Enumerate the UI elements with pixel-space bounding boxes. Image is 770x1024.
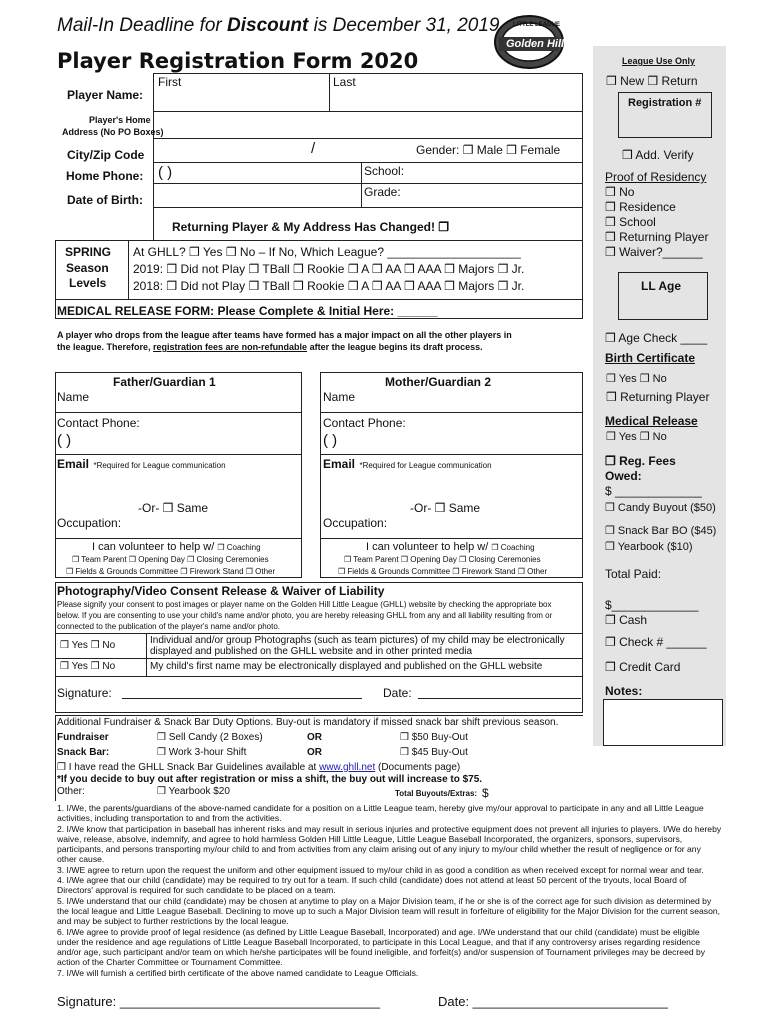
- season-2018-row[interactable]: 2018: ❒ Did not Play ❒ TBall ❒ Rookie ❒ A ❒ AA ❒ AAA ❒ Majors ❒ Jr.: [133, 279, 525, 293]
- spring-label-1: SPRING: [65, 245, 112, 259]
- legal-item-6: 6. I/We agree to provide proof of legal residence (as defined by Little League Baseball, Incorporated) and age. I/We understand that our child (candidate) must be eligible under the residence and age regulations of Little League Baseball Incorporated, to participate in this Local League, and that if any controversy arises regarding residence and/or age, such participant and/or team on which he/she participates will be found ineligible, and forfeit(s) and/or suspension of Tournament privileges may be decreed by action of the Charter Committee or Tournament Committee.: [57, 926, 706, 968]
- age-check-checkbox[interactable]: ❒ Age Check ____: [605, 331, 708, 345]
- date-of-birth-field[interactable]: [155, 185, 358, 205]
- mother-volunteer-row-1[interactable]: I can volunteer to help w/ ❒ Coaching: [366, 541, 535, 553]
- add-verify-checkbox[interactable]: ❒ Add. Verify: [622, 148, 694, 162]
- medical-release-label: Medical Release: [605, 414, 698, 428]
- photo-consent-clause-1a: Individual and/or group Photographs (such as team pictures) of my child may be electronically: [150, 635, 565, 646]
- snack-buyout-checkbox[interactable]: ❒ $45 Buy-Out: [400, 747, 468, 758]
- snack-bar-side-checkbox[interactable]: ❒ Snack Bar BO ($45): [605, 525, 717, 537]
- fundraiser-or: OR: [307, 732, 322, 743]
- owed-label: Owed:: [605, 469, 642, 483]
- father-phone-field[interactable]: ( ): [57, 432, 72, 449]
- photo-consent-title: Photography/Video Consent Release & Waiver of Liability: [57, 584, 385, 598]
- legal-terms: [57, 803, 722, 978]
- returning-address-changed-checkbox[interactable]: Returning Player & My Address Has Changed! ❒: [172, 220, 450, 234]
- photo-consent-yes-no-1[interactable]: ❒ Yes ❒ No: [60, 640, 116, 651]
- spring-label-2: Season: [66, 261, 109, 275]
- city-zip-label: City/Zip Code: [67, 148, 145, 162]
- birth-yes-no-checkbox[interactable]: ❒ Yes ❒ No: [606, 373, 667, 385]
- father-email-field[interactable]: Email *Required for League communication: [57, 457, 226, 471]
- league-use-title: League Use Only: [622, 56, 696, 66]
- final-signature-field[interactable]: Signature: ____________________________________: [57, 994, 381, 1009]
- ll-age-label: LL Age: [641, 279, 682, 293]
- player-name-label: Player Name:: [67, 88, 144, 102]
- legal-item-3: 3. I/WE agree to return upon the request the uniform and other equipment issued to my/our child in as good a condition as when received except for normal wear and tear.: [57, 864, 704, 875]
- reg-fees-checkbox[interactable]: ❒ Reg. Fees: [605, 454, 676, 468]
- home-phone-label: Home Phone:: [66, 169, 144, 183]
- total-paid-label: Total Paid:: [605, 567, 662, 581]
- fundraiser-intro: Additional Fundraiser & Snack Bar Duty Options. Buy-out is mandatory if missed snack bar shift previous season.: [57, 717, 559, 728]
- last-label: Last: [333, 75, 356, 89]
- returning-player-checkbox[interactable]: ❒ Returning Player: [606, 390, 710, 404]
- total-buyouts-label: Total Buyouts/Extras:: [395, 789, 478, 798]
- mother-volunteer-row-3[interactable]: ❒ Fields & Grounds Committee ❒ Firework Stand ❒ Other: [338, 567, 548, 576]
- notes-box[interactable]: [603, 699, 723, 746]
- photo-consent-text-2: below. If you are consenting to use your child's name and/or photo, you are hereby releasing GHLL from any and all liability resulting from or: [57, 611, 553, 620]
- first-label: First: [158, 75, 182, 89]
- cash-checkbox[interactable]: ❒ Cash: [605, 613, 648, 627]
- yearbook-checkbox[interactable]: ❒ Yearbook $20: [157, 786, 230, 797]
- father-name-field[interactable]: Name: [57, 390, 90, 404]
- home-address-label-1: Player's Home: [89, 115, 151, 125]
- other-label: Other:: [57, 786, 85, 797]
- legal-item-2: 2. I/We know that participation in baseball has inherent risks and may result in serious injuries and protective equipment does not prevent all injuries to players. I/We do hereby waive, release, absolve, indemnify, and agree to hold harmless Golden Hill Little League, Little League Baseball Incorporated, the organizers, sponsors, supervisors, participants, and persons transporting my/our child to and from activities from any claim arising out of any injury to my/our child whether the result of negligence or for any other cause.: [57, 823, 722, 865]
- notes-label: Notes:: [605, 684, 643, 698]
- logo-top-text: LITTLE LEAGUE: [513, 22, 560, 28]
- father-volunteer-row-2[interactable]: ❒ Team Parent ❒ Opening Day ❒ Closing Ceremonies: [72, 555, 269, 564]
- photo-consent-text-3: connected to the publication of the player's name and/or photo.: [57, 622, 281, 631]
- photo-consent-clause-1b: displayed and published on the GHLL website and in other printed media: [150, 646, 473, 657]
- legal-item-7: 7. I/We will furnish a certified birth certificate of the above named candidate to League Officials.: [57, 967, 419, 978]
- mother-same-checkbox[interactable]: -Or- ❒ Same: [410, 501, 481, 515]
- city-zip-field[interactable]: [155, 140, 405, 160]
- check-number-checkbox[interactable]: ❒ Check # ______: [605, 635, 707, 649]
- sell-candy-checkbox[interactable]: ❒ Sell Candy (2 Boxes): [157, 732, 263, 743]
- at-ghll-row[interactable]: At GHLL? ❒ Yes ❒ No – If No, Which League? ____________________: [133, 245, 521, 259]
- league-logo: [493, 14, 565, 70]
- season-2019-row[interactable]: 2019: ❒ Did not Play ❒ TBall ❒ Rookie ❒ A ❒ AA ❒ AAA ❒ Majors ❒ Jr.: [133, 262, 525, 276]
- credit-card-checkbox[interactable]: ❒ Credit Card: [605, 660, 681, 674]
- form-title: Player Registration Form 2020: [57, 49, 419, 73]
- mother-guardian-title: Mother/Guardian 2: [385, 375, 492, 389]
- ghll-website-link[interactable]: www.ghll.net: [319, 762, 376, 773]
- father-occupation-field[interactable]: Occupation:: [57, 516, 122, 530]
- photo-signature-label: Signature:: [57, 686, 112, 700]
- new-return-checkbox[interactable]: ❒ New ❒ Return: [606, 74, 698, 88]
- father-contact-label: Contact Phone:: [57, 416, 140, 430]
- spring-label-3: Levels: [69, 276, 107, 290]
- fundraiser-label: Fundraiser: [57, 732, 109, 743]
- legal-item-4: 4. I/We agree that our child (candidate) may be required to try out for a team. If such child (candidate) does not attend at least 50 percent of the tryouts, local Board of Directors' approval is required for such candidate to be placed on a team.: [57, 875, 687, 896]
- snack-guidelines-checkbox[interactable]: ❒ I have read the GHLL Snack Bar Guidelines available at www.ghll.net (Documents page): [57, 762, 461, 773]
- last-name-field[interactable]: [331, 88, 580, 109]
- final-date-field[interactable]: Date: ___________________________: [438, 994, 668, 1009]
- owed-amount-field[interactable]: $ _____________: [605, 484, 702, 498]
- school-field[interactable]: School:: [364, 164, 405, 178]
- father-same-checkbox[interactable]: -Or- ❒ Same: [138, 501, 209, 515]
- mother-name-field[interactable]: Name: [323, 390, 356, 404]
- registration-number-label: Registration #: [628, 97, 702, 109]
- medical-yes-no-checkbox[interactable]: ❒ Yes ❒ No: [606, 431, 667, 443]
- photo-consent-text-1: Please signify your consent to post images or player name on the Golden Hill Little League (GHLL) website by checking the appropriate box: [57, 600, 552, 609]
- dropout-note-1: A player who drops from the league after teams have formed has a major impact on all the other players in: [57, 330, 512, 340]
- home-address-label-2: Address (No PO Boxes): [62, 127, 164, 137]
- snack-bar-label: Snack Bar:: [57, 747, 110, 758]
- city-zip-slash: /: [311, 140, 316, 157]
- yearbook-side-checkbox[interactable]: ❒ Yearbook ($10): [605, 541, 693, 553]
- work-shift-checkbox[interactable]: ❒ Work 3-hour Shift: [157, 747, 247, 758]
- photo-signature-line[interactable]: [122, 698, 362, 699]
- legal-item-1: 1. I/We, the parents/guardians of the above-named candidate for a position on a Little League team, hereby give my/our approval to participate in any and all Little League activities, including transportation to and from the activities.: [57, 803, 704, 824]
- logo-main-text: Golden Hill: [506, 38, 565, 50]
- mother-email-field[interactable]: Email *Required for League communication: [323, 457, 492, 471]
- first-name-field[interactable]: [155, 88, 327, 109]
- photo-consent-yes-no-2[interactable]: ❒ Yes ❒ No: [60, 661, 116, 672]
- buyout-warning: *If you decide to buy out after registration or miss a shift, the buy out will increase to $75.: [57, 774, 483, 785]
- mother-volunteer-row-2[interactable]: ❒ Team Parent ❒ Opening Day ❒ Closing Ceremonies: [344, 555, 541, 564]
- deadline-line: Mail-In Deadline for Discount is December 31, 2019: [57, 15, 500, 36]
- mother-phone-field[interactable]: ( ): [323, 432, 338, 449]
- waiver-checkbox[interactable]: ❒ Waiver?______: [605, 245, 703, 259]
- residency-returning-checkbox[interactable]: ❒ Returning Player: [605, 230, 709, 244]
- dropout-note-2: the league. Therefore, registration fees are non-refundable after the league begins its draft process.: [57, 342, 483, 352]
- father-guardian-title: Father/Guardian 1: [113, 375, 216, 389]
- candy-buyout-checkbox[interactable]: ❒ $50 Buy-Out: [400, 732, 468, 743]
- home-phone-field[interactable]: ( ): [158, 164, 173, 181]
- father-volunteer-row-1[interactable]: I can volunteer to help w/ ❒ Coaching: [92, 541, 261, 553]
- mother-occupation-field[interactable]: Occupation:: [323, 516, 388, 530]
- photo-date-line[interactable]: [418, 698, 581, 699]
- residency-school-checkbox[interactable]: ❒ School: [605, 215, 656, 229]
- home-address-field[interactable]: [155, 113, 580, 136]
- date-of-birth-label: Date of Birth:: [67, 193, 143, 207]
- birth-certificate-label: Birth Certificate: [605, 351, 696, 365]
- gender-field[interactable]: Gender: ❒ Male ❒ Female: [416, 143, 561, 157]
- photo-consent-clause-2: My child's first name may be electronically displayed and published on the GHLL website: [150, 661, 543, 672]
- snack-bar-or: OR: [307, 747, 322, 758]
- candy-buyout-side-checkbox[interactable]: ❒ Candy Buyout ($50): [605, 502, 716, 514]
- residency-no-checkbox[interactable]: ❒ No: [605, 185, 635, 199]
- total-paid-field[interactable]: $_____________: [605, 598, 699, 612]
- total-buyouts-field[interactable]: $: [482, 786, 489, 800]
- grade-field[interactable]: Grade:: [364, 185, 401, 199]
- medical-release-title: MEDICAL RELEASE FORM: Please Complete & Initial Here: ______: [57, 304, 438, 318]
- proof-residency-label: Proof of Residency: [605, 170, 707, 184]
- legal-item-5: 5. I/We understand that our child (candidate) may be chosen at anytime to play on a Major Division team, if he or she is of the correct age for such division as determined by the local league and Little League Baseball. Declining to move up to such a Major Division team will result in forfeiture of eligibility for the Major Division for the current season, and may be subject to further restrictions by the local league.: [57, 895, 721, 927]
- residency-residence-checkbox[interactable]: ❒ Residence: [605, 200, 676, 214]
- mother-contact-label: Contact Phone:: [323, 416, 406, 430]
- father-volunteer-row-3[interactable]: ❒ Fields & Grounds Committee ❒ Firework Stand ❒ Other: [66, 567, 276, 576]
- photo-date-label: Date:: [383, 686, 412, 700]
